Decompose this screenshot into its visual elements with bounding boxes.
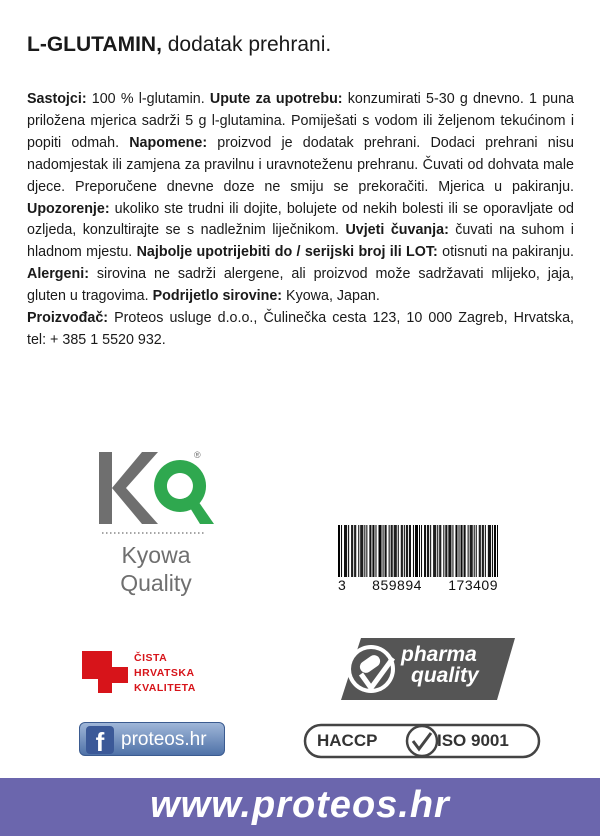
storage-label: Uvjeti čuvanja: — [345, 222, 449, 239]
allergens-label: Alergeni: — [27, 266, 89, 283]
chk-line-1: ČISTA — [134, 652, 168, 664]
barcode-digits-left: 859894 — [372, 577, 422, 593]
barcode-bar — [471, 525, 472, 577]
registered-mark: ® — [194, 450, 201, 460]
barcode-bar — [355, 525, 356, 577]
barcode-bar — [435, 525, 436, 577]
barcode-bar — [428, 525, 429, 577]
barcode-bar — [425, 525, 426, 577]
quality-text: Quality — [120, 570, 192, 596]
barcode-bar — [433, 525, 434, 577]
barcode-bar — [492, 525, 493, 577]
barcode-bar — [392, 525, 393, 577]
product-subtitle: dodatak prehrani. — [161, 33, 332, 56]
barcode-bar — [421, 525, 422, 577]
barcode-bar — [461, 525, 462, 577]
barcode-bar — [488, 525, 489, 577]
barcode-bar — [380, 525, 381, 577]
barcode-bar — [462, 525, 463, 577]
origin-label: Podrijetlo sirovine: — [152, 288, 283, 305]
barcode-bar — [494, 525, 495, 577]
barcode-bar — [443, 525, 444, 577]
kyowa-quality-logo — [96, 446, 216, 606]
barcode-bar — [348, 525, 349, 577]
barcode-bar — [346, 525, 347, 577]
barcode-bar — [409, 525, 410, 577]
barcode-bar — [476, 525, 477, 577]
barcode-bar — [437, 525, 438, 577]
barcode-bar — [474, 525, 475, 577]
product-name: L-GLUTAMIN, — [27, 33, 162, 56]
barcode-bar — [483, 525, 484, 577]
barcode-bar — [489, 525, 490, 577]
barcode-bar — [472, 525, 473, 577]
warning-label: Upozorenje: — [27, 200, 110, 217]
barcode-bar — [401, 525, 402, 577]
barcode-bar — [439, 525, 440, 577]
barcode-bar — [379, 525, 380, 577]
kq-mark-icon — [96, 446, 216, 536]
barcode-bar — [361, 525, 362, 577]
allergens-text: sirovina ne sadrži alergene, ali proizvod može sadržavati mlijeko, jaja, gluten u tragovima. — [27, 266, 574, 305]
quality-label: quality — [411, 664, 479, 687]
barcode-bar — [351, 525, 352, 577]
barcode-bar — [362, 525, 363, 577]
barcode-bar — [389, 525, 390, 577]
ingredients-label: Sastojci: — [27, 91, 87, 107]
barcode-bar — [406, 525, 407, 577]
facebook-icon: f — [86, 726, 114, 754]
pharma-quality-text — [401, 644, 479, 686]
barcode-bar — [381, 525, 382, 577]
product-description — [27, 89, 574, 352]
product-title — [27, 33, 331, 57]
barcode-bar — [440, 525, 441, 577]
barcode-bar — [370, 525, 371, 577]
ingredients-text: 100 % l-glutamin. — [86, 91, 210, 107]
usage-label: Upute za upotrebu: — [209, 91, 343, 107]
barcode-bar — [341, 525, 342, 577]
barcode-bar — [424, 525, 425, 577]
barcode-digit-prefix: 3 — [338, 577, 346, 593]
barcode-bar — [394, 525, 395, 577]
barcode-bar — [391, 525, 392, 577]
facebook-link[interactable] — [79, 722, 225, 756]
barcode-bar — [446, 525, 447, 577]
barcode-bar — [360, 525, 361, 577]
barcode-bar — [479, 525, 480, 577]
barcode-bar — [413, 525, 414, 577]
barcode-bar — [482, 525, 483, 577]
notes-label: Napomene: — [129, 134, 208, 151]
barcode-bar — [452, 525, 453, 577]
barcode-bar — [464, 525, 465, 577]
iso-label: ISO 9001 — [437, 731, 509, 750]
croatian-quality-text — [134, 651, 196, 696]
barcode-bar — [470, 525, 471, 577]
barcode-bar — [448, 525, 449, 577]
barcode-bar — [450, 525, 451, 577]
barcode-bar — [344, 525, 345, 577]
barcode-bar — [358, 525, 359, 577]
usage-text: konzumirati 5-30 g dnevno. 1 puna priložena mjerica sadrži 5 g l-glutamina. Pomiješati s vodom ili željenom tekućinom i popiti odmah. — [27, 91, 574, 151]
warning-text: ukoliko ste trudni ili dojite, bolujete od nekih bolesti ili se oporavljate od ozljeda, konzultirajte se s nadležnim liječnikom. — [27, 200, 574, 239]
barcode-bar — [369, 525, 370, 577]
barcode-bar — [427, 525, 428, 577]
barcode-bar — [396, 525, 397, 577]
barcode-bar — [445, 525, 446, 577]
barcode-bar — [375, 525, 376, 577]
barcode-bar — [485, 525, 486, 577]
barcode-bar — [459, 525, 460, 577]
barcode-bar — [404, 525, 405, 577]
barcode-bar — [345, 525, 346, 577]
footer-banner — [0, 778, 600, 836]
pharma-label: pharma — [401, 643, 477, 666]
storage-text: čuvati na suhom i hladnom mjestu. — [27, 222, 574, 261]
barcode-bar — [455, 525, 456, 577]
barcode-bar — [465, 525, 466, 577]
origin-text: Kyowa, Japan. — [282, 288, 380, 305]
chk-line-3: KVALITETA — [134, 682, 196, 694]
best-before-text: otisnuti na pakiranju. — [437, 244, 574, 261]
barcode-bar — [449, 525, 450, 577]
barcode-bar — [490, 525, 491, 577]
barcode-bar — [434, 525, 435, 577]
barcode-bar — [366, 525, 367, 577]
barcode-bar — [407, 525, 408, 577]
barcode-bar — [456, 525, 457, 577]
barcode-digits-right: 173409 — [448, 577, 498, 593]
kyowa-text: Kyowa — [121, 542, 191, 568]
barcode-bar — [468, 525, 469, 577]
barcode-bar — [402, 525, 403, 577]
barcode-bar — [383, 525, 384, 577]
barcode-bar — [398, 525, 399, 577]
barcode-bar — [364, 525, 365, 577]
barcode-bar — [419, 525, 420, 577]
website-url[interactable]: www.proteos.hr — [150, 784, 450, 826]
notes-text: proizvod je dodatak prehrani. Dodaci prehrani nisu nadomjestak ili zamjena za pravilnu i uravnoteženu prehranu. Čuvati od dohvata male djece. Preporučene dnevne doze ne smiju se prekoračiti. Mjerica u pakiranju. — [27, 134, 575, 195]
manufacturer-label: Proizvođač: — [27, 310, 109, 327]
barcode-bar — [395, 525, 396, 577]
barcode-bar — [372, 525, 373, 577]
barcode-bar — [386, 525, 387, 577]
manufacturer-text: Proteos usluge d.o.o., Čulinečka cesta 123, 10 000 Zagreb, Hrvatska, tel: + 385 1 5520 932. — [27, 310, 574, 348]
barcode-bar — [410, 525, 411, 577]
barcode-bar — [373, 525, 374, 577]
barcode-bar — [385, 525, 386, 577]
barcode-bar — [430, 525, 431, 577]
barcode-bar — [480, 525, 481, 577]
chk-line-2: HRVATSKA — [134, 667, 195, 679]
facebook-page-name: proteos.hr — [121, 729, 207, 750]
barcode-bar — [354, 525, 355, 577]
barcode-number — [338, 577, 500, 593]
haccp-label: HACCP — [317, 731, 378, 750]
best-before-label: Najbolje upotrijebiti do / serijski broj ili LOT: — [136, 244, 438, 261]
barcode-bar — [352, 525, 353, 577]
